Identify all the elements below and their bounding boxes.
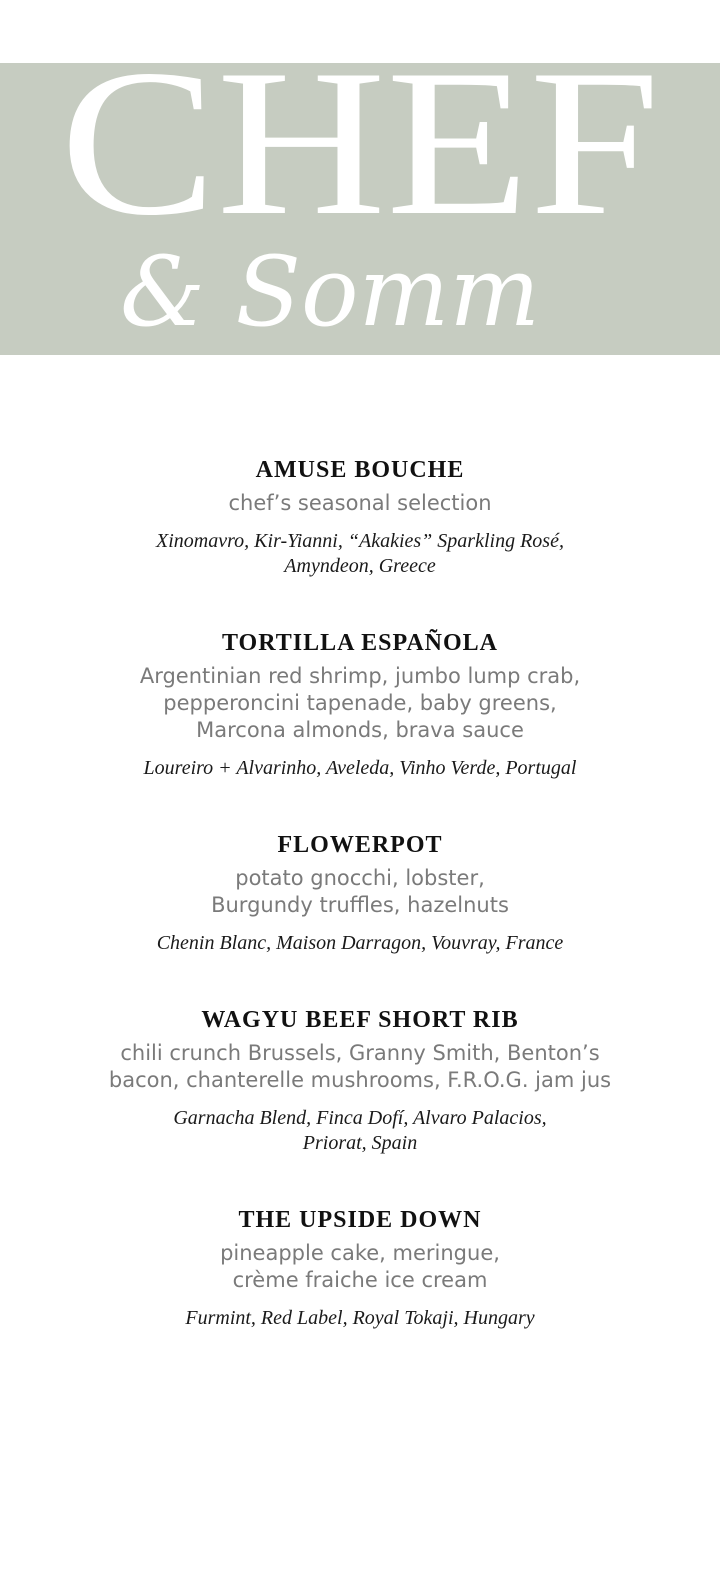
wine-pairing: Loureiro + Alvarinho, Aveleda, Vinho Verde, Portugal bbox=[143, 757, 577, 779]
course-description: potato gnocchi, lobster, Burgundy truffles, hazelnuts bbox=[211, 866, 509, 917]
course-description: chef’s seasonal selection bbox=[228, 491, 492, 515]
course-title: WAGYU BEEF SHORT RIB bbox=[201, 1007, 519, 1033]
course-tortilla-espanola bbox=[0, 623, 720, 781]
course-wagyu-beef-short-rib bbox=[0, 1000, 720, 1156]
course-amuse-bouche bbox=[0, 450, 720, 579]
course-description: Argentinian red shrimp, jumbo lump crab, pepperoncini tapenade, baby greens, Marcona almonds, brava sauce bbox=[139, 664, 581, 742]
course-description: pineapple cake, meringue, crème fraiche ice cream bbox=[220, 1241, 500, 1292]
course-title: THE UPSIDE DOWN bbox=[238, 1207, 482, 1233]
header-banner bbox=[0, 63, 720, 355]
logo-somm-text: & Somm bbox=[120, 236, 540, 348]
wine-pairing: Furmint, Red Label, Royal Tokaji, Hungary bbox=[185, 1307, 535, 1329]
wine-pairing: Chenin Blanc, Maison Darragon, Vouvray, France bbox=[156, 932, 564, 954]
course-the-upside-down bbox=[0, 1200, 720, 1331]
course-title: TORTILLA ESPAÑOLA bbox=[221, 630, 498, 656]
logo bbox=[0, 63, 720, 355]
wine-pairing: Garnacha Blend, Finca Dofí, Alvaro Palacios, Priorat, Spain bbox=[173, 1107, 547, 1154]
menu bbox=[0, 450, 720, 1331]
wine-pairing: Xinomavro, Kir-Yianni, “Akakies” Sparkling Rosé, Amyndeon, Greece bbox=[156, 530, 564, 577]
logo-chef-text: CHEF bbox=[60, 63, 660, 259]
course-title: FLOWERPOT bbox=[277, 832, 443, 858]
course-flowerpot bbox=[0, 825, 720, 956]
course-description: chili crunch Brussels, Granny Smith, Benton’s bacon, chanterelle mushrooms, F.R.O.G. jam jus bbox=[108, 1041, 612, 1092]
course-title: AMUSE BOUCHE bbox=[255, 457, 465, 483]
